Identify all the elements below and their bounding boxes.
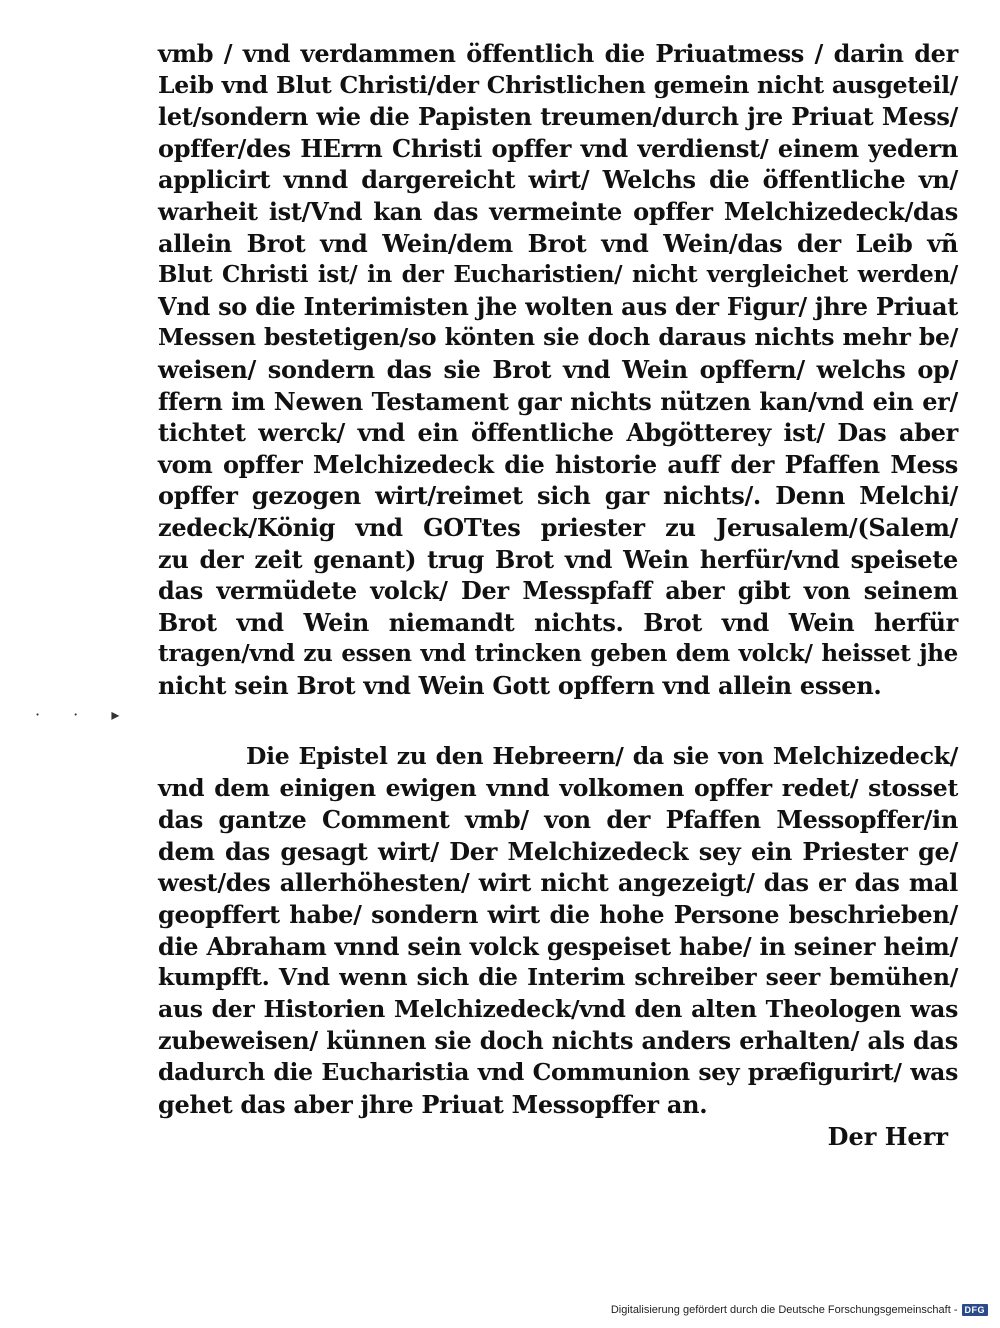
text-line: let/sondern wie die Papisten treumen/durch jre Priuat Mess/ (158, 102, 958, 132)
text-line: opffer/des HErrn Christi opffer vnd verdienst/ einem yedern (158, 133, 958, 163)
text-line: die Abraham vnnd sein volck gespeiset habe/ in seiner heim/ (158, 931, 958, 961)
text-line: geopffert habe/ sondern wirt die hohe Persone beschrieben/ (158, 899, 958, 929)
text-line: dadurch die Eucharistia vnd Communion sey præfigurirt/ was (158, 1057, 958, 1086)
text-line: Messen bestetigen/so könten sie doch daraus nichts mehr be/ (158, 323, 958, 352)
text-line: dem das gesagt wirt/ Der Melchizedeck sey ein Priester ge/ (158, 836, 958, 866)
text-line: vom opffer Melchizedeck die historie auff der Pfaffen Mess (158, 449, 958, 479)
text-line: applicirt vnnd dargereicht wirt/ Welchs die öffentliche vn/ (158, 165, 958, 195)
text-line: aus der Historien Melchizedeck/vnd den alten Theologen was (158, 994, 958, 1023)
text-line: Brot vnd Wein niemandt nichts. Brot vnd Wein herfür (158, 607, 958, 637)
text-line: weisen/ sondern das sie Brot vnd Wein opffern/ welchs op/ (158, 354, 958, 384)
text-line: allein Brot vnd Wein/dem Brot vnd Wein/das der Leib vñ (158, 228, 958, 258)
text-line: Blut Christi ist/ in der Eucharistien/ nicht vergleichet werden/ (158, 261, 958, 289)
text-line: ffern im Newen Testament gar nichts nützen kan/vnd ein er/ (158, 386, 958, 416)
paragraph-2 (158, 741, 958, 1120)
text-line: tragen/vnd zu essen vnd trincken geben dem volck/ heisset jhe (158, 640, 958, 668)
text-line: das vermüdete volck/ Der Messpfaff aber gibt von seinem (158, 576, 958, 606)
text-line: warheit ist/Vnd kan das vermeinte opffer Melchizedeck/das (158, 196, 958, 226)
text-line: vnd dem einigen ewigen vnnd volkomen opffer redet/ stosset (158, 773, 958, 802)
margin-specks: · · ▸ (35, 705, 134, 724)
text-line: opffer gezogen wirt/reimet sich gar nichts/. Denn Melchi/ (158, 481, 958, 511)
text-line: Vnd so die Interimisten jhe wolten aus der Figur/ jhre Priuat (158, 291, 958, 321)
text-line: das gantze Comment vmb/ von der Pfaffen Messopffer/in (158, 805, 958, 835)
text-line: zedeck/König vnd GOTtes priester zu Jerusalem/(Salem/ (158, 512, 958, 542)
digitization-footer (611, 1304, 988, 1316)
text-line: zu der zeit genant) trug Brot vnd Wein herfür/vnd speisete (158, 544, 958, 574)
catchword: Der Herr (827, 1122, 948, 1151)
text-line: vmb / vnd verdammen öffentlich die Priuatmess / darin der (158, 39, 958, 68)
text-line: gehet das aber jhre Priuat Messopffer an. (158, 1089, 708, 1119)
text-line: kumpfft. Vnd wenn sich die Interim schreiber seer bemühen/ (158, 963, 958, 992)
text-line: tichtet werck/ vnd ein öffentliche Abgötterey ist/ Das aber (158, 418, 958, 448)
text-line: zubeweisen/ künnen sie doch nichts anders erhalten/ als das (158, 1026, 958, 1056)
dfg-logo: DFG (962, 1304, 989, 1316)
text-line: Leib vnd Blut Christi/der Christlichen gemein nicht ausgeteil/ (158, 70, 958, 99)
text-line: Die Epistel zu den Hebreern/ da sie von Melchizedeck/ (246, 742, 958, 770)
text-line: west/des allerhöhesten/ wirt nicht angezeigt/ das er das mal (158, 868, 958, 898)
paragraph-1 (158, 38, 958, 701)
footer-credit: Digitalisierung gefördert durch die Deutsche Forschungsgemeinschaft - (610, 1304, 958, 1316)
text-line: nicht sein Brot vnd Wein Gott opffern vnd allein essen. (158, 670, 882, 700)
